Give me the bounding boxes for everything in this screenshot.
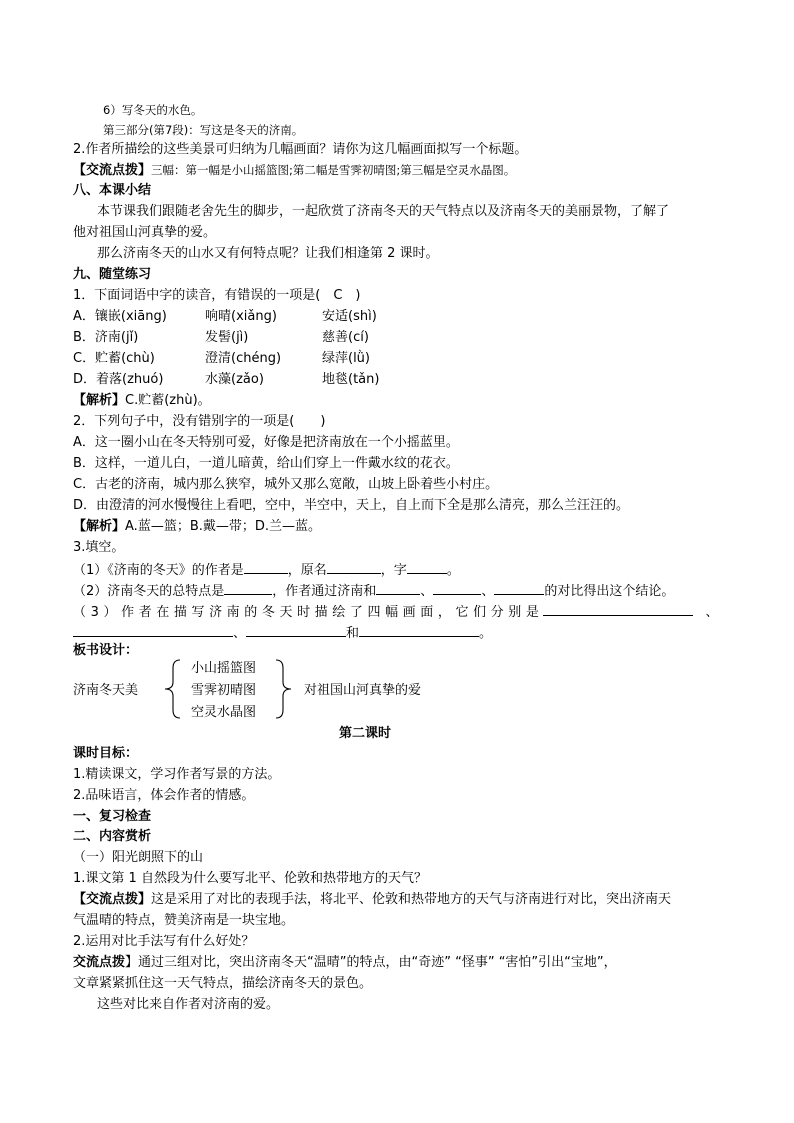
right-brace [272,658,296,720]
answer-tag: 【交流点拨】 [73,892,152,907]
option-row-a-1: A．镶嵌(xiāng) [73,309,167,324]
summary-line-1: 本节课我们跟随老舍先生的脚步，一起欣赏了济南冬天的天气特点以及济南冬天的美丽景物，了解了 [97,204,670,219]
lesson-answer-2-line-2: 文章紧紧抓住这一天气特点，描绘济南冬天的景色。 [73,976,373,991]
practice-question-1: 1．下面词语中字的读音，有错误的一项是( C ) [73,288,361,303]
option-row-a-3: 安适(shì) [322,309,377,324]
q2-option-c: C．古老的济南，城内那么狭窄，城外又那么宽敞，山坡上卧着些小村庄。 [73,477,499,492]
analysis-text: A.蓝—篮；B.戴—带；D.兰—蓝。 [125,519,322,534]
lesson-goal-1: 1.精读课文，学习作者写景的方法。 [73,767,281,782]
lesson-question-2: 2.运用对比手法写有什么好处？ [73,934,255,949]
board-design-title: 板书设计： [73,643,139,658]
board-left-label: 济南冬天美 [73,683,139,698]
option-row-b-1: B．济南(jǐ) [73,330,139,345]
option-row-d-3: 地毯(tǎn) [322,372,380,387]
section-heading-summary: 八、本课小结 [73,183,152,198]
lesson-answer-1-line-1: 【交流点拨】这是采用了对比的表现手法，将北平、伦敦和热带地方的天气与济南进行对比，突出济南天 [73,892,672,907]
board-right-label: 对祖国山河真挚的爱 [304,683,422,698]
analysis-tag: 【解析】 [73,393,126,408]
section-heading-review: 一、复习检查 [73,809,152,824]
fill-blank[interactable] [376,581,420,595]
lesson-2-heading: 第二课时 [339,726,392,741]
practice-q2-analysis [73,518,321,536]
option-row-d-2: 水藻(zǎo) [205,372,264,387]
option-row-c-1: C．贮蓄(chù) [73,351,155,366]
analysis-text: C.贮蓄(zhù)。 [125,393,211,408]
fill-blank[interactable] [327,560,381,574]
option-row-d-1: D．着落(zhuó) [73,372,164,387]
fill-blank[interactable] [73,623,233,637]
fill-blank[interactable] [494,581,544,595]
board-item-3: 空灵水晶图 [191,705,257,720]
fill-blank[interactable] [246,623,346,637]
q2-option-a: A．这一圈小山在冬天特别可爱，好像是把济南放在一个小摇蓝里。 [73,435,459,450]
option-row-b-2: 发髻(jì) [205,330,249,345]
fill-blank[interactable] [543,602,693,616]
question-2: 2.作者所描绘的这些美景可归纳为几幅画面？请你为这几幅画面拟写一个标题。 [73,142,528,157]
answer-tag: 【交流点拨】 [73,163,152,178]
fill-blank[interactable] [224,581,272,595]
lesson-goal-2: 2.品味语言，体会作者的情感。 [73,788,255,803]
q2-option-d: D．由澄清的河水慢慢往上看吧，空中，半空中，天上，自上而下全是那么清亮，那么兰汪汪的。 [73,498,630,513]
left-brace [160,658,184,720]
section-heading-practice: 九、随堂练习 [73,267,152,282]
fill-blank[interactable] [433,581,481,595]
practice-question-2: 2．下列句子中，没有错别字的一项是( ) [73,414,326,429]
lesson-answer-1-line-2: 气温晴的特点，赞美济南是一块宝地。 [73,913,295,928]
answer-text: 三幅：第一幅是小山摇篮图;第二幅是雪霁初晴图;第三幅是空灵水晶图。 [151,163,516,177]
fill-blank[interactable] [359,623,479,637]
board-item-2: 雪霁初晴图 [191,683,257,698]
analysis-tag: 【解析】 [73,519,126,534]
lesson-goals-title: 课时目标： [73,746,139,761]
lesson-answer-2-line-1: 交流点拨】通过三组对比，突出济南冬天“温晴”的特点，由“奇迹” “怪事” “害怕”引出“宝地”， [73,955,617,970]
outline-part-3: 第三部分(第7段)：写这是冬天的济南。 [103,123,304,137]
practice-q1-analysis [73,392,211,410]
q2-option-b: B．这样，一道儿白，一道儿暗黄，给山们穿上一件戴水纹的花衣。 [73,456,459,471]
fill-blank[interactable] [407,560,447,574]
option-row-c-3: 绿萍(lǜ) [322,351,370,366]
question-2-answer [73,161,515,179]
fill-line-3b: 、 和 。 [73,623,492,641]
answer-tag: 交流点拨 [73,955,126,970]
summary-line-3: 那么济南冬天的山水又有何特点呢？让我们相逢第 2 课时。 [97,246,439,261]
section-heading-analysis: 二、内容赏析 [73,829,152,844]
lesson-answer-2-line-3: 这些对比来自作者对济南的爱。 [97,997,280,1012]
outline-line-6: 6）写冬天的水色。 [103,103,203,117]
option-row-c-2: 澄清(chéng) [205,351,282,366]
subsection-mountains: （一）阳光朗照下的山 [73,850,204,865]
fill-line-3a: （3）作者在描写济南的冬天时描绘了四幅画面，它们分别是 、 [73,602,723,620]
lesson-question-1: 1.课文第 1 自然段为什么要写北平、伦敦和热带地方的天气？ [73,871,427,886]
fill-line-2: （2）济南冬天的总特点是 ，作者通过济南和 、 、 的对比得出这个结论。 [73,581,674,599]
summary-line-2: 他对祖国山河真挚的爱。 [73,225,217,240]
option-row-b-3: 慈善(cí) [322,330,369,345]
board-item-1: 小山摇篮图 [191,661,257,676]
practice-question-3: 3.填空。 [73,540,125,555]
fill-blank[interactable] [244,560,288,574]
option-row-a-2: 响晴(xiǎng) [205,309,277,324]
fill-line-1: （1）《济南的冬天》的作者是 ，原名 ，字 。 [73,560,460,578]
